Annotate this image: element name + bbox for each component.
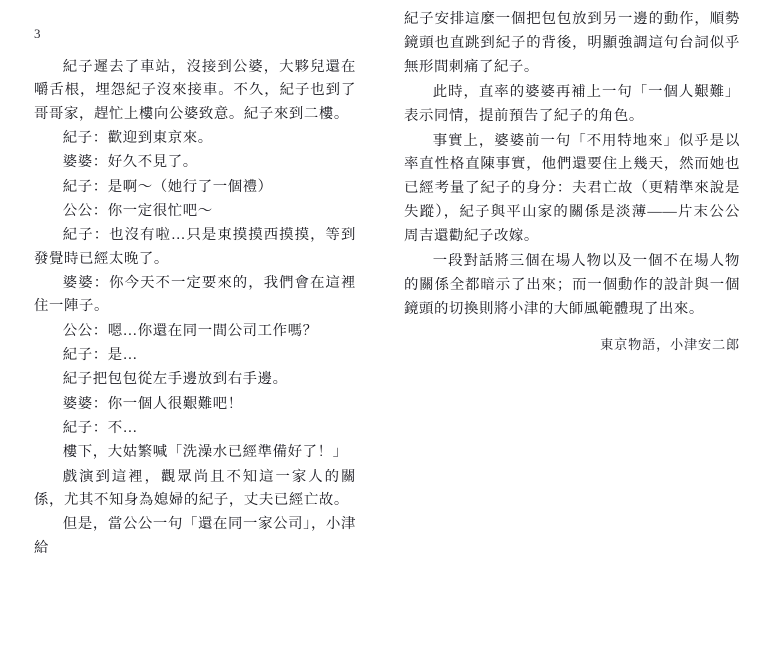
- stage-direction: 紀子把包包從左手邊放到右手邊。: [62, 371, 288, 388]
- page-number: 3: [34, 26, 41, 41]
- left-column: [0, 0, 382, 646]
- right-column: [382, 0, 768, 646]
- left-column-body: [34, 56, 356, 560]
- paragraph: 但是，當公公一句「還在同一家公司」，小津給: [34, 516, 356, 556]
- paragraph: 此時，直率的婆婆再補上一句「一個人艱難」表示同情，提前預告了紀子的角色。: [404, 83, 740, 124]
- dialogue-line: 公公：嗯…你還在同一間公司工作嗎？: [62, 322, 318, 339]
- dialogue-line: 婆婆：好久不見了。: [62, 154, 198, 171]
- stage-direction: 樓下，大姑繁喊「洗澡水已經準備好了！」: [62, 444, 348, 461]
- paragraph: 戲演到這裡，觀眾尚且不知這一家人的關係，尤其不知身為媳婦的紀子，丈夫已經亡故。: [34, 468, 356, 508]
- dialogue-line: 公公：你一定很忙吧～: [62, 202, 213, 219]
- paragraph: 紀子安排這麼一個把包包放到另一邊的動作，順勢鏡頭也直跳到紀子的背後，明顯強調這句台詞似乎無形間刺痛了紀子。: [404, 11, 740, 75]
- right-column-body: [404, 8, 740, 322]
- dialogue-line: 紀子：歡迎到東京來。: [62, 129, 213, 146]
- source-attribution: 東京物語，小津安二郎: [600, 336, 740, 352]
- dialogue-line: 紀子：不…: [62, 419, 138, 436]
- dialogue-line: 紀子：是啊～（她行了一個禮）: [62, 178, 273, 195]
- dialogue-line: 紀子：是…: [62, 346, 138, 363]
- paragraph: 一段對話將三個在場人物以及一個不在場人物的關係全都暗示了出來；而一個動作的設計與一個鏡頭的切換則將小津的大師風範體現了出來。: [404, 253, 740, 317]
- paragraph: 事實上，婆婆前一句「不用特地來」似乎是以率直性格直陳事實，他們還要住上幾天，然而她也已經考量了紀子的身分：夫君亡故（更精準來說是失蹤），紀子與平山家的關係是淡薄——片末公公周吉還勸紀子改嫁。: [404, 132, 740, 245]
- dialogue-line: 婆婆：你一個人很艱難吧！: [62, 395, 243, 412]
- paragraph: 紀子遲去了車站，沒接到公婆，大夥兒還在嚼舌根，埋怨紀子沒來接車。不久，紀子也到了哥哥家，趕忙上樓向公婆致意。紀子來到二樓。: [34, 59, 356, 122]
- dialogue-line: 紀子：也沒有啦…只是東摸摸西摸摸，等到發覺時已經太晚了。: [34, 227, 356, 267]
- dialogue-line: 婆婆：你今天不一定要來的，我們會在這裡住一陣子。: [34, 274, 356, 315]
